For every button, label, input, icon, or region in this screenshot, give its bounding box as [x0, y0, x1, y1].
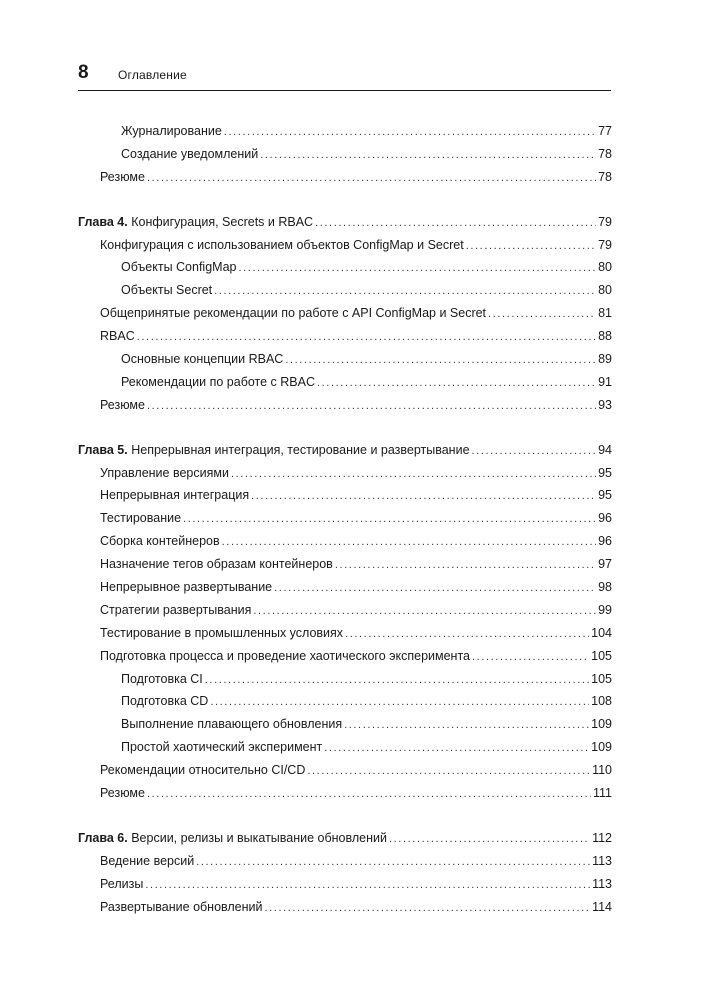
dot-leader	[307, 760, 590, 783]
toc-page-number: 96	[598, 511, 612, 526]
toc-entry-title: Ведение версий	[100, 853, 195, 868]
toc-entry-title: Развертывание обновлений	[100, 899, 263, 914]
toc-entry-title: RBAC	[100, 329, 135, 344]
dot-leader	[488, 303, 596, 326]
toc-entry[interactable]	[78, 143, 612, 166]
dot-leader	[205, 669, 589, 692]
toc-chapter-entry[interactable]	[78, 827, 612, 850]
chapter-number: Глава 4.	[78, 214, 128, 229]
toc-entry[interactable]	[78, 302, 612, 325]
toc-entry[interactable]	[78, 507, 612, 530]
toc-chapter-entry[interactable]	[78, 211, 612, 234]
toc-page-number: 114	[592, 899, 612, 914]
toc-entry[interactable]	[78, 371, 612, 394]
toc-page-number: 98	[598, 580, 612, 595]
dot-leader	[253, 600, 596, 623]
dot-leader	[214, 280, 596, 303]
dot-leader	[315, 212, 596, 235]
dot-leader	[196, 851, 590, 874]
toc-entry[interactable]	[78, 120, 612, 143]
toc-entry-title: Простой хаотический эксперимент	[121, 740, 323, 755]
toc-entry-title: Непрерывная интеграция, тестирование и развертывание	[131, 442, 470, 457]
toc-page-number: 108	[591, 694, 612, 709]
toc-page-number: 111	[592, 786, 612, 801]
toc-entry-title: Общепринятые рекомендации по работе с API ConfigMap и Secret	[100, 306, 487, 321]
toc-entry-label	[121, 279, 212, 302]
dot-leader	[183, 508, 596, 531]
dot-leader	[472, 646, 589, 669]
toc-entry-label	[100, 530, 220, 553]
page-number: 8	[78, 62, 89, 83]
toc-page-number: 105	[591, 671, 612, 686]
toc-entry[interactable]	[78, 234, 612, 257]
toc-page-number: 110	[592, 763, 612, 778]
toc-page-number: 79	[598, 237, 612, 252]
toc-entry-label	[121, 690, 208, 713]
toc-page-number: 105	[591, 648, 612, 663]
toc-page-number: 113	[592, 876, 612, 891]
toc-entry-label	[121, 736, 322, 759]
page-header	[78, 60, 611, 91]
toc-page-number: 95	[598, 488, 612, 503]
running-title: Оглавление	[118, 68, 187, 82]
dot-leader	[335, 554, 596, 577]
toc-entry-label	[121, 713, 342, 736]
toc-entry-title: Тестирование в промышленных условиях	[100, 625, 344, 640]
toc-entry[interactable]	[78, 668, 612, 691]
toc-entry[interactable]	[78, 759, 612, 782]
toc-entry-label	[121, 371, 315, 394]
dot-leader	[317, 372, 596, 395]
toc-entry-title: Непрерывная интеграция	[100, 488, 250, 503]
toc-entry-label	[100, 302, 486, 325]
chapter-number: Глава 6.	[78, 830, 128, 845]
dot-leader	[260, 144, 596, 167]
toc-entry[interactable]	[78, 462, 612, 485]
toc-entry-title: Конфигурация, Secrets и RBAC	[131, 214, 314, 229]
toc-entry-title: Создание уведомлений	[121, 146, 259, 161]
toc-entry-title: Конфигурация с использованием объектов ConfigMap и Secret	[100, 237, 464, 252]
dot-leader	[137, 326, 596, 349]
toc-entry-label	[100, 599, 251, 622]
toc-entry-label	[78, 211, 313, 234]
toc-entry-label	[121, 120, 222, 143]
toc-page-number: 80	[598, 283, 612, 298]
toc-entry[interactable]	[78, 530, 612, 553]
toc-entry-title: Объекты Secret	[121, 283, 213, 298]
toc-entry[interactable]	[78, 599, 612, 622]
toc-entry-label	[100, 896, 263, 919]
toc-entry-label	[100, 507, 181, 530]
section-gap	[78, 805, 612, 827]
toc-entry-label	[100, 462, 229, 485]
dot-leader	[324, 737, 589, 760]
toc-entry-title: Подготовка CD	[121, 694, 209, 709]
toc-page-number: 109	[591, 717, 612, 732]
dot-leader	[265, 897, 591, 920]
dot-leader	[222, 531, 596, 554]
toc-entry-label	[100, 759, 305, 782]
toc-page-number: 112	[592, 830, 612, 845]
toc-entry-title: Назначение тегов образам контейнеров	[100, 557, 333, 572]
toc-entry-title: Релизы	[100, 876, 144, 891]
table-of-contents	[78, 120, 612, 919]
toc-entry-label	[100, 234, 464, 257]
toc-entry-title: Резюме	[100, 169, 145, 184]
toc-page-number: 77	[598, 124, 612, 138]
toc-entry-label	[100, 394, 145, 417]
toc-page-number: 99	[598, 602, 612, 617]
toc-page-number: 88	[598, 329, 612, 344]
toc-entry[interactable]	[78, 736, 612, 759]
dot-leader	[147, 167, 596, 190]
dot-leader	[145, 874, 590, 897]
toc-entry-title: Подготовка CI	[121, 671, 203, 686]
toc-entry-label	[121, 668, 203, 691]
toc-entry[interactable]	[78, 782, 612, 805]
toc-entry-label	[100, 325, 135, 348]
toc-page-number: 91	[598, 374, 612, 389]
toc-entry-title: Версии, релизы и выкатывание обновлений	[131, 830, 387, 845]
toc-entry[interactable]	[78, 576, 612, 599]
dot-leader	[472, 440, 597, 463]
toc-entry-title: Подготовка процесса и проведение хаотического эксперимента	[100, 648, 471, 663]
toc-page-number: 109	[591, 740, 612, 755]
toc-entry-label	[100, 850, 194, 873]
toc-entry-label	[100, 873, 143, 896]
dot-leader	[147, 783, 591, 806]
toc-page-number: 79	[598, 214, 612, 229]
toc-entry[interactable]	[78, 279, 612, 302]
toc-entry-title: Сборка контейнеров	[100, 534, 220, 549]
toc-page-number: 89	[598, 352, 612, 367]
toc-page-number: 95	[598, 465, 612, 480]
toc-entry-label	[78, 439, 470, 462]
toc-entry-title: Рекомендации относительно CI/CD	[100, 763, 306, 778]
toc-entry-label	[100, 553, 333, 576]
toc-entry[interactable]	[78, 873, 612, 896]
toc-entry-label	[100, 166, 145, 189]
toc-entry-title: Резюме	[100, 397, 145, 412]
dot-leader	[285, 349, 596, 372]
toc-entry[interactable]	[78, 394, 612, 417]
toc-entry-title: Рекомендации по работе с RBAC	[121, 374, 315, 389]
dot-leader	[147, 395, 596, 418]
dot-leader	[274, 577, 596, 600]
toc-page-number: 81	[598, 306, 612, 321]
toc-entry-label	[100, 645, 470, 668]
toc-entry-label	[100, 576, 272, 599]
dot-leader	[231, 463, 596, 486]
toc-page-number: 96	[598, 534, 612, 549]
toc-entry[interactable]	[78, 166, 612, 189]
toc-entry-title: Управление версиями	[100, 465, 229, 480]
toc-page-number: 113	[592, 853, 612, 868]
section-gap	[78, 189, 612, 211]
toc-page-number: 104	[591, 625, 612, 640]
toc-page-number: 80	[598, 260, 612, 275]
toc-entry-label	[121, 143, 258, 166]
toc-entry[interactable]	[78, 553, 612, 576]
toc-entry[interactable]	[78, 645, 612, 668]
toc-entry-title: Журналирование	[121, 124, 222, 138]
toc-entry[interactable]	[78, 484, 612, 507]
toc-page-number: 94	[598, 442, 612, 457]
dot-leader	[224, 121, 596, 144]
toc-entry-label	[121, 348, 283, 371]
toc-entry[interactable]	[78, 850, 612, 873]
toc-entry-title: Выполнение плавающего обновления	[121, 717, 343, 732]
toc-entry-title: Тестирование	[100, 511, 182, 526]
toc-entry[interactable]	[78, 325, 612, 348]
toc-entry[interactable]	[78, 896, 612, 919]
toc-entry[interactable]	[78, 348, 612, 371]
toc-entry-title: Основные концепции RBAC	[121, 352, 284, 367]
toc-page-number: 78	[598, 169, 612, 184]
toc-entry-label	[100, 622, 343, 645]
dot-leader	[345, 623, 589, 646]
section-gap	[78, 417, 612, 439]
dot-leader	[344, 714, 589, 737]
toc-entry-label	[100, 484, 249, 507]
toc-entry-title: Стратегии развертывания	[100, 602, 252, 617]
dot-leader	[251, 485, 596, 508]
dot-leader	[466, 235, 596, 258]
toc-page-number: 97	[598, 557, 612, 572]
toc-entry-title: Непрерывное развертывание	[100, 580, 273, 595]
toc-entry[interactable]	[78, 690, 612, 713]
dot-leader	[389, 828, 590, 851]
toc-entry-label	[100, 782, 145, 805]
chapter-number: Глава 5.	[78, 442, 128, 457]
toc-entry[interactable]	[78, 622, 612, 645]
dot-leader	[210, 691, 589, 714]
toc-entry-title: Объекты ConfigMap	[121, 260, 237, 275]
toc-entry[interactable]	[78, 256, 612, 279]
toc-page-number: 93	[598, 397, 612, 412]
toc-chapter-entry[interactable]	[78, 439, 612, 462]
toc-entry[interactable]	[78, 713, 612, 736]
toc-page-number: 78	[598, 146, 612, 161]
dot-leader	[238, 257, 596, 280]
toc-entry-label	[78, 827, 387, 850]
toc-entry-title: Резюме	[100, 786, 145, 801]
toc-entry-label	[121, 256, 236, 279]
